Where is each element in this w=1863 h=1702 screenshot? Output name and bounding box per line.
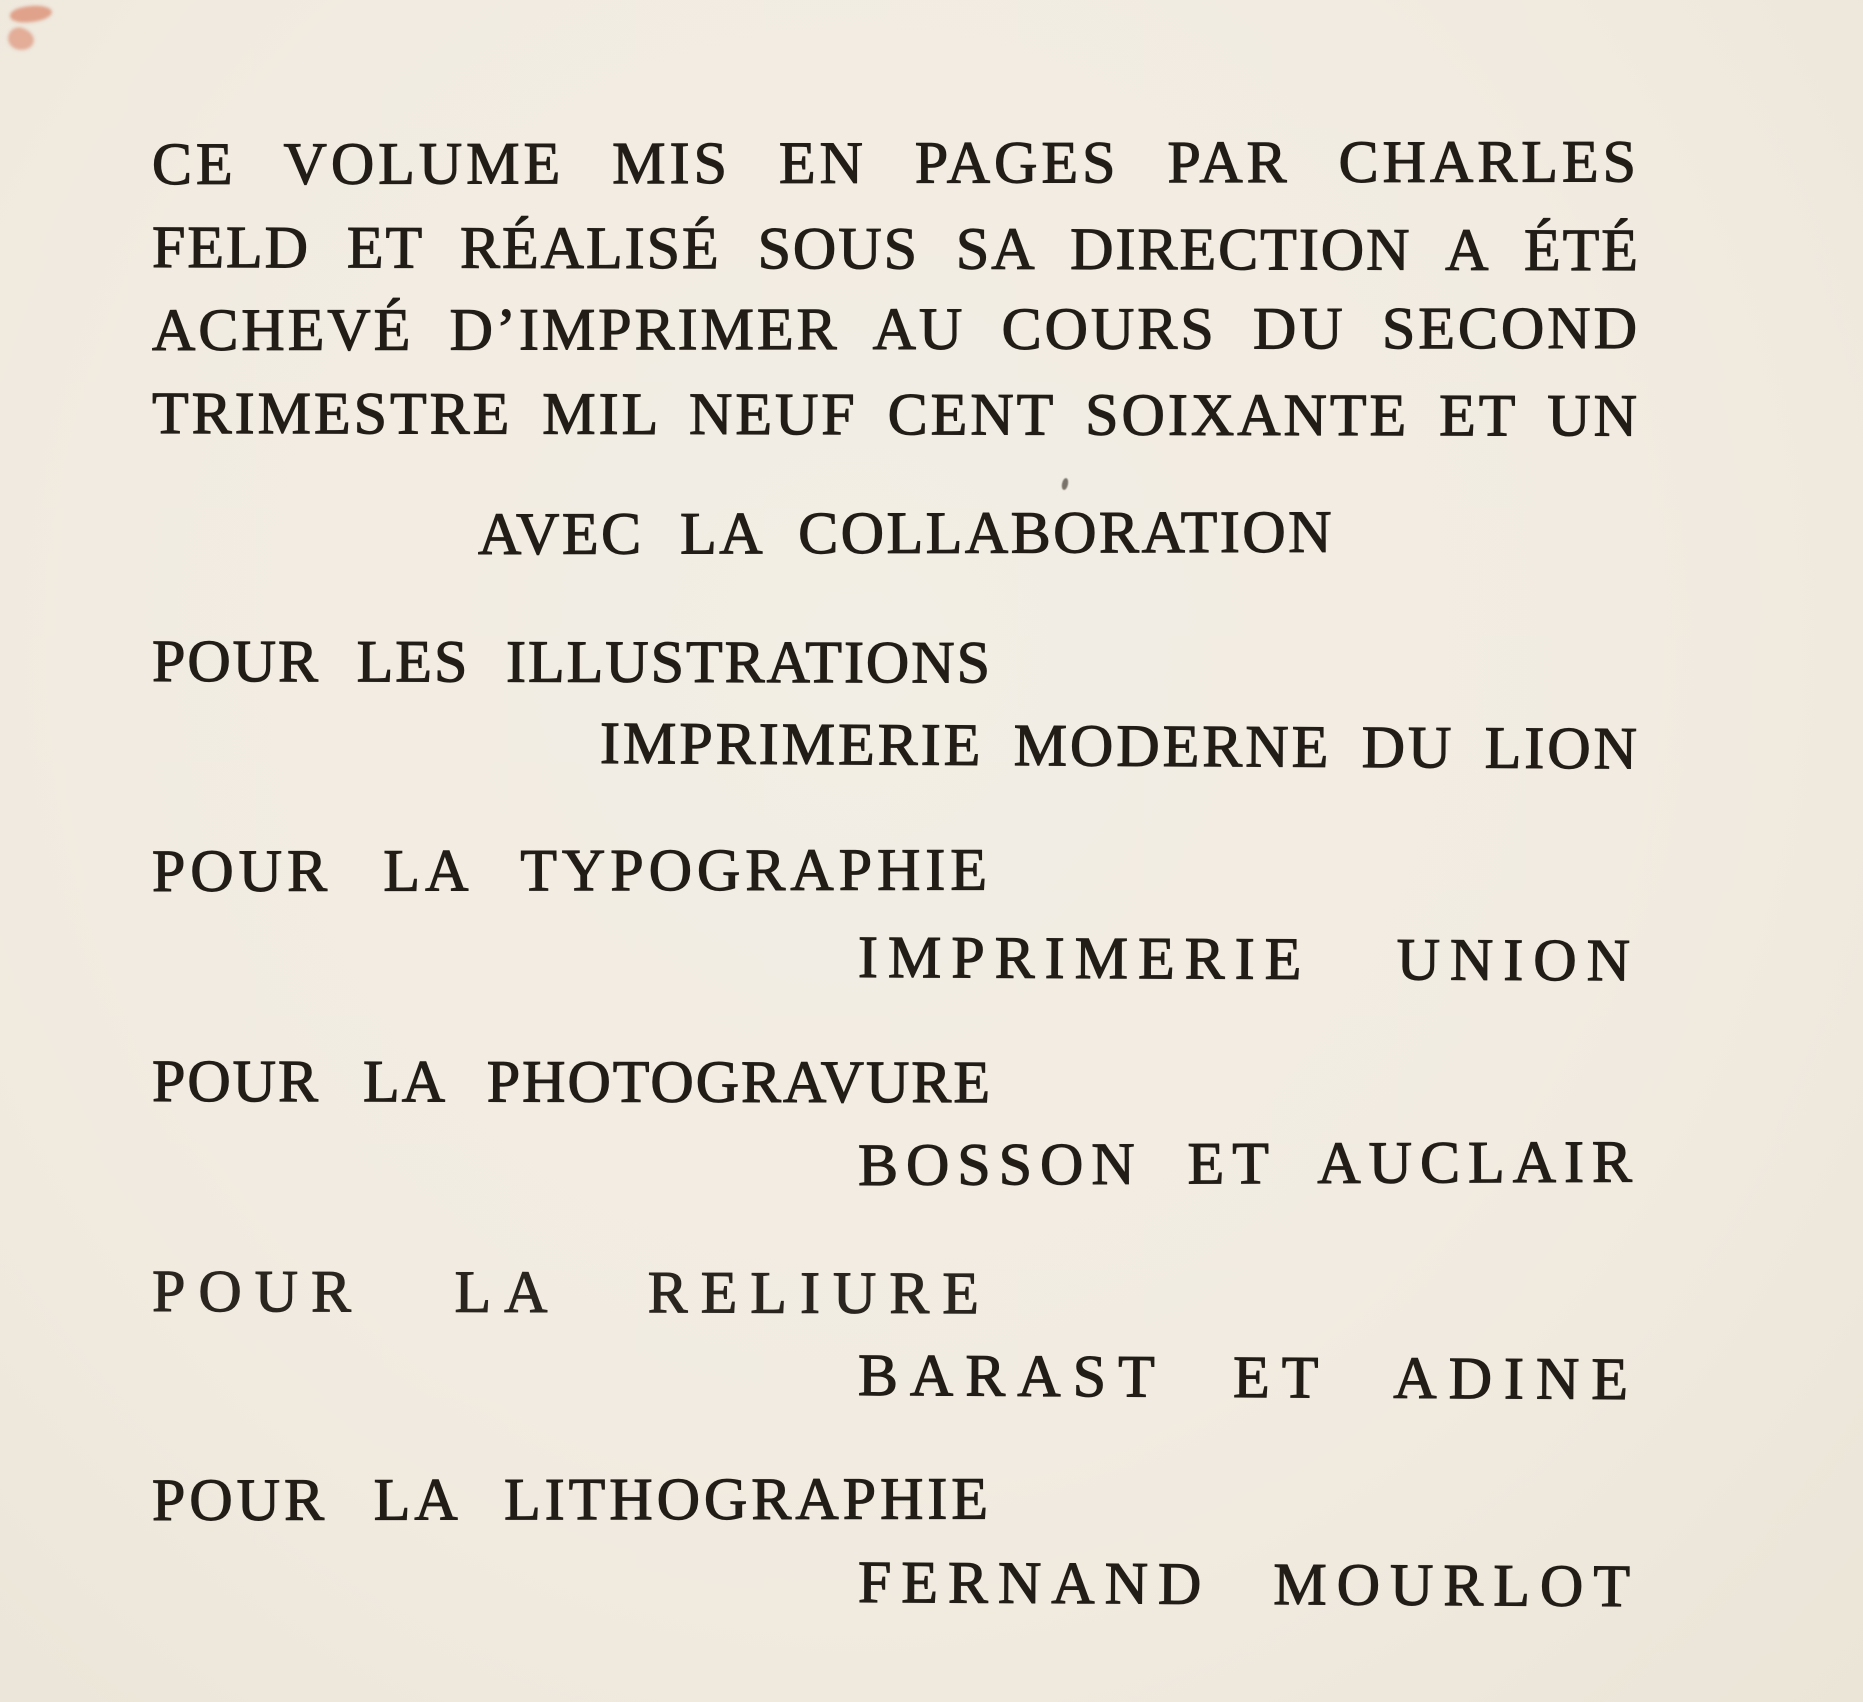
- credit-name-typographie: IMPRIMERIE UNION: [857, 924, 1641, 994]
- corner-ink-smudge-bottom: [6, 25, 37, 53]
- colophon-paragraph-line-1: CE VOLUME MIS EN PAGES PAR CHARLES: [151, 128, 1641, 197]
- credit-name-reliure: BARAST ET ADINE: [857, 1342, 1641, 1413]
- corner-ink-smudge-top: [9, 4, 53, 25]
- credit-name-photogravure: BOSSON ET AUCLAIR: [857, 1128, 1641, 1198]
- colophon-paragraph-line-4: TRIMESTRE MIL NEUF CENT SOIXANTE ET UN: [151, 380, 1641, 449]
- credit-name-illustrations: IMPRIMERIE MODERNE DU LION: [599, 710, 1641, 782]
- ink-speck: [1061, 478, 1069, 491]
- credit-label-lithographie: POUR LA LITHOGRAPHIE: [151, 1465, 993, 1533]
- credit-name-lithographie: FERNAND MOURLOT: [857, 1549, 1641, 1620]
- collaboration-heading: AVEC LA COLLABORATION: [477, 498, 1335, 567]
- credit-label-reliure: POUR LA RELIURE: [151, 1258, 993, 1327]
- colophon-paragraph-line-2: FELD ET RÉALISÉ SOUS SA DIRECTION A ÉTÉ: [151, 214, 1641, 284]
- credit-label-typographie: POUR LA TYPOGRAPHIE: [151, 836, 993, 904]
- colophon-paragraph-line-3: ACHEVÉ D’IMPRIMER AU COURS DU SECOND: [151, 294, 1641, 363]
- credit-label-illustrations: POUR LES ILLUSTRATIONS: [151, 628, 993, 696]
- credit-label-photogravure: POUR LA PHOTOGRAVURE: [151, 1048, 993, 1116]
